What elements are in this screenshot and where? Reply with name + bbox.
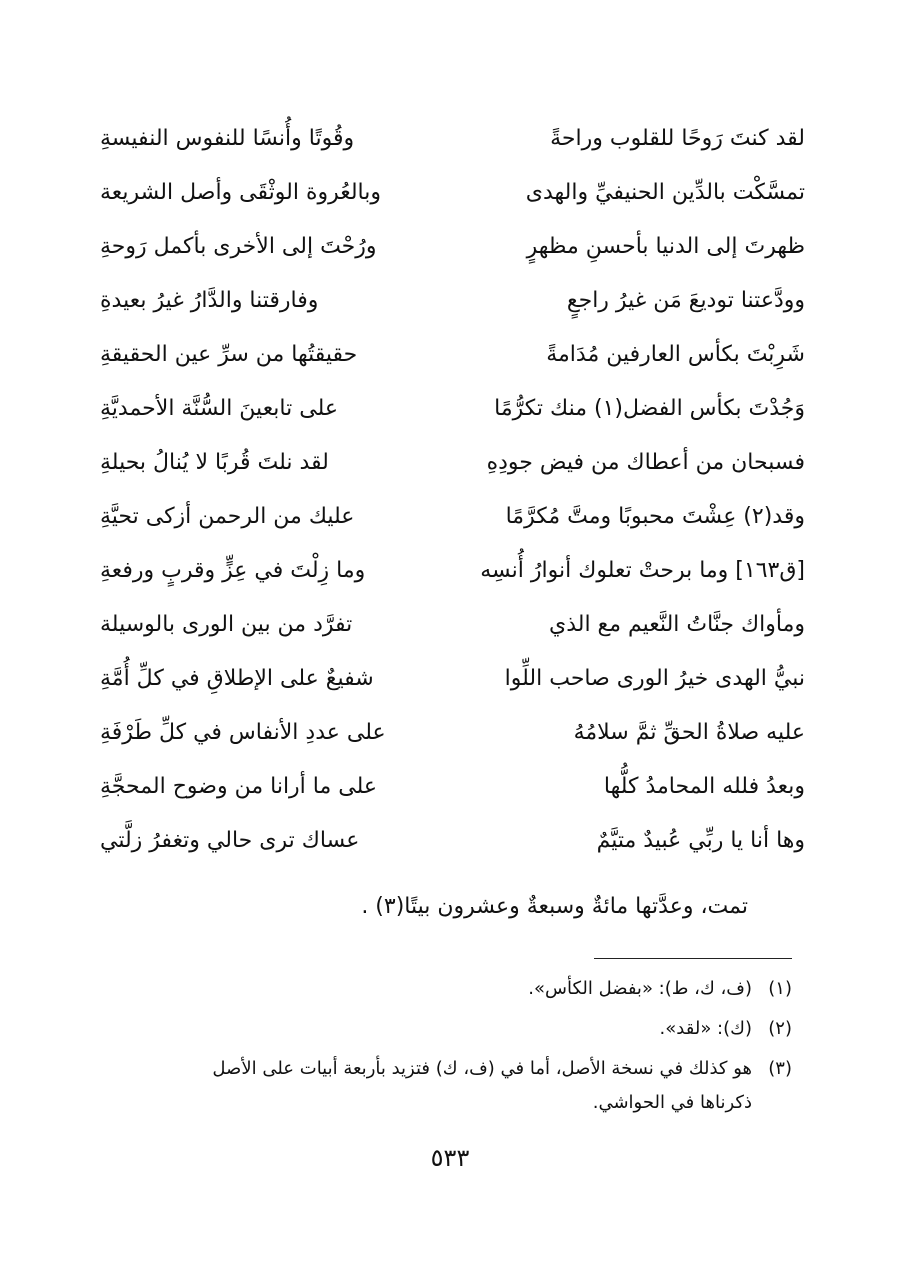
verse xyxy=(100,814,805,868)
first-hemistich: ظهرتَ إلى الدنيا بأحسنِ مظهرٍ xyxy=(526,234,805,259)
second-hemistich: حقيقتُها من سرِّ عين الحقيقةِ xyxy=(100,342,358,367)
first-hemistich: [ق١٦٣] وما برحتْ تعلوك أنوارُ أُنسِه xyxy=(480,558,805,583)
footnote-number: (٣) xyxy=(768,1058,792,1079)
verse xyxy=(100,166,805,220)
first-hemistich: تمسَّكْت بالدِّين الحنيفيِّ والهدى xyxy=(525,180,805,205)
verse xyxy=(100,112,805,166)
second-hemistich: عليك من الرحمن أزكى تحيَّةِ xyxy=(100,504,355,529)
footnote-number: (٢) xyxy=(768,1018,792,1039)
verse xyxy=(100,544,805,598)
verse xyxy=(100,382,805,436)
first-hemistich: ومأواك جنَّاتُ النَّعيم مع الذي xyxy=(548,612,805,637)
second-hemistich: وفارقتنا والدَّارُ غيرُ بعيدةِ xyxy=(100,288,319,313)
footnote-separator xyxy=(594,958,792,959)
second-hemistich: على تابعينَ السُّنَّة الأحمديَّةِ xyxy=(100,396,338,421)
verse xyxy=(100,436,805,490)
first-hemistich: وودَّعتنا توديعَ مَن غيرُ راجعٍ xyxy=(566,288,805,313)
second-hemistich: لقد نلتَ قُربًا لا يُنالُ بحيلةِ xyxy=(100,450,329,475)
verse xyxy=(100,706,805,760)
first-hemistich: وقد(٢) عِشْتَ محبوبًا ومتَّ مُكرَّمًا xyxy=(505,504,805,529)
first-hemistich: لقد كنتَ رَوحًا للقلوب وراحةً xyxy=(550,126,805,151)
verse xyxy=(100,220,805,274)
first-hemistich: وبعدُ فلله المحامدُ كلُّها xyxy=(603,774,805,799)
second-hemistich: وبالعُروة الوثْقَى وأصل الشريعة xyxy=(100,180,381,205)
second-hemistich: وقُوتًا وأُنسًا للنفوس النفيسةِ xyxy=(100,126,355,151)
first-hemistich: شَرِبْتَ بكأس العارفين مُدَامةً xyxy=(546,342,805,367)
verse xyxy=(100,490,805,544)
first-hemistich: وَجُدْتَ بكأس الفضل(١) منك تكرُّمًا xyxy=(494,396,805,421)
second-hemistich: على ما أرانا من وضوح المحجَّةِ xyxy=(100,774,378,799)
second-hemistich: تفرَّد من بين الورى بالوسيلة xyxy=(100,612,353,637)
verse xyxy=(100,760,805,814)
poem xyxy=(100,112,805,882)
verse xyxy=(100,274,805,328)
second-hemistich: شفيعٌ على الإطلاقِ في كلِّ أُمَّةِ xyxy=(100,666,374,691)
footnote xyxy=(100,972,792,1006)
second-hemistich: على عددِ الأنفاس في كلِّ طَرْفَةِ xyxy=(100,720,386,745)
footnote xyxy=(100,1012,792,1046)
first-hemistich: عليه صلاةُ الحقِّ ثمَّ سلامُهُ xyxy=(573,720,805,745)
footnote-text: هو كذلك في نسخة الأصل، أما في (ف، ك) فتزيد بأربعة أبيات على الأصل xyxy=(212,1058,752,1079)
first-hemistich: نبيُّ الهدى خيرُ الورى صاحب اللِّوا xyxy=(504,666,805,691)
footnote-text-continued: ذكرناها في الحواشي. xyxy=(592,1092,752,1113)
verse xyxy=(100,598,805,652)
verse xyxy=(100,652,805,706)
second-hemistich: عساك ترى حالي وتغفرُ زلَّتي xyxy=(100,828,360,853)
footnote-text: (ك): «لقد». xyxy=(659,1018,752,1039)
first-hemistich: وها أنا يا ربِّي عُبيدٌ متيَّمٌ xyxy=(596,828,805,853)
second-hemistich: ورُحْتَ إلى الأخرى بأكمل رَوحةِ xyxy=(100,234,377,259)
poem-closing-line: تمت، وعدَّتها مائةٌ وسبعةٌ وعشرون بيتًا(٣) . xyxy=(361,894,748,919)
footnote-text: (ف، ك، ط): «بفضل الكأس». xyxy=(528,978,752,999)
second-hemistich: وما زِلْتَ في عِزٍّ وقربٍ ورفعةِ xyxy=(100,558,366,583)
verse xyxy=(100,328,805,382)
footnote-number: (١) xyxy=(768,978,792,999)
page-number: ٥٣٣ xyxy=(430,1144,470,1172)
footnote xyxy=(100,1052,792,1120)
first-hemistich: فسبحان من أعطاك من فيض جودِهِ xyxy=(486,450,805,475)
